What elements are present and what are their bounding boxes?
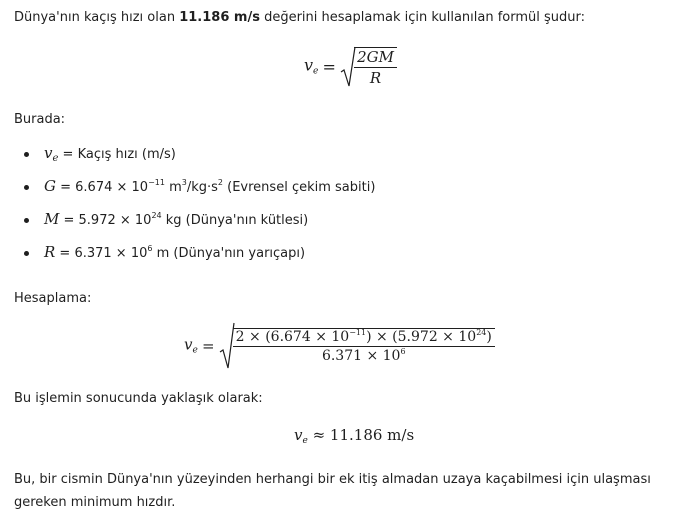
definition-g: $G = 6.674 \times 10^{-11}$ $m^3/kg\cdot s^2$ (Evrensel çekim sabiti) [44,177,376,195]
bullet [24,152,29,157]
intro-paragraph [14,8,585,27]
intro-text-start: Dünya'nın kaçış hızı olan [14,10,180,25]
calculation-formula [184,322,495,370]
calc-numerator: $2 \times (6.674 \times 10^{-11}) \times (5.972 \times 10^{24})$ [235,328,492,345]
calc-lhs: v [184,335,193,354]
result-lhs-sub: e [302,436,308,446]
definition-m: $M = 5.972 \times 10^{24}$ kg (Dünya'nın kütlesi) [44,210,309,228]
equals-sign: = [201,337,215,355]
definition-ve: $v_e$ = Kaçış hızı (m/s) [44,144,176,164]
formula-denominator: R [354,67,397,87]
escape-velocity-formula [304,46,397,88]
bullet [24,185,29,190]
formula-lhs-sub: e [313,66,319,77]
where-label: Burada: [14,112,66,127]
calc-label: Hesaplama: [14,291,92,306]
result-lhs: v [294,426,303,444]
bullet [24,251,29,256]
conclusion-paragraph: Bu, bir cismin Dünya'nın yüzeyinden herhangi bir ek itiş almadan uzaya kaçabilmesi için ulaşması gereken minimum hızdır. [14,472,651,510]
escape-velocity-value: 11.186 m/s [179,10,260,25]
result-rhs: ≈ 11.186 m/s [307,426,415,444]
result-label: Bu işlemin sonucunda yaklaşık olarak: [14,391,263,406]
result-formula [294,426,414,444]
calc-denominator: $6.371 \times 10^6$ [233,346,495,364]
calc-lhs-sub: e [192,345,198,356]
formula-lhs: v [304,55,314,75]
equals-sign: = [322,57,336,77]
formula-numerator: 2GM [357,48,394,66]
bullet [24,218,29,223]
definition-r: $R = 6.371 \times 10^6$ m (Dünya'nın yarıçapı) [44,243,306,261]
intro-text-end: değerini hesaplamak için kullanılan formül şudur: [259,10,586,25]
